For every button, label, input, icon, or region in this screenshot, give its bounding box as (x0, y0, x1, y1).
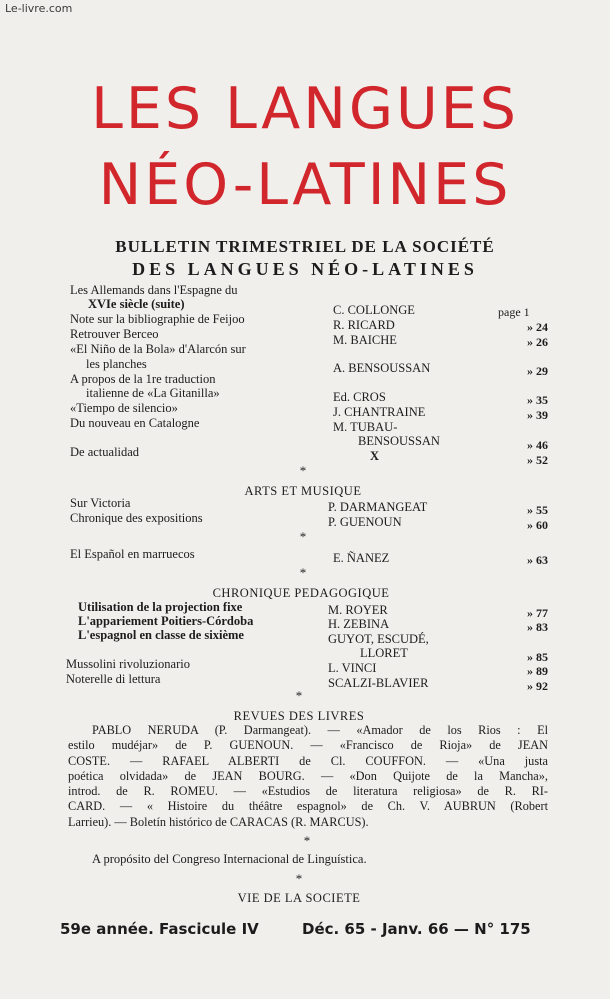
article-title: XVIe siècle (suite) (88, 297, 185, 311)
article-title: El Español en marruecos (70, 547, 195, 561)
article-title: Mussolini rivoluzionario (66, 657, 190, 671)
article-author: X (370, 449, 380, 463)
article-author: BENSOUSSAN (358, 434, 440, 448)
article-title: Du nouveau en Catalogne (70, 416, 200, 430)
page-label: page 1 (498, 305, 530, 319)
section-heading: VIE DE LA SOCIETE (237, 891, 361, 905)
subtitle-line-2: DES LANGUES NÉO-LATINES (132, 259, 478, 279)
separator-asterisk: * (299, 565, 307, 580)
reviews-paragraph (68, 723, 548, 830)
article-title: Chronique des expositions (70, 511, 203, 525)
page-number: » 89 (527, 664, 548, 678)
section-heading: REVUES DES LIVRES (233, 709, 365, 723)
separator-asterisk: * (295, 871, 303, 886)
page-number: » 85 (527, 650, 548, 664)
page-number: » 29 (527, 364, 548, 378)
page-number: » 46 (527, 438, 548, 452)
review-line: estilo mudéjar» de P. GUENOUN. — «Francisco de Rioja» de JEAN (68, 738, 548, 753)
article-author: C. COLLONGE (333, 303, 415, 317)
page-number: » 35 (527, 393, 548, 407)
article-title: L'espagnol en classe de sixième (78, 628, 244, 642)
footer-date: Déc. 65 - Janv. 66 — N° 175 (302, 920, 531, 938)
review-line: introd. de R. ROMEU. — «Estudios de literatura religiosa» de R. RI- (68, 784, 548, 799)
congreso-note: A propósito del Congreso Internacional de Linguística. (92, 852, 367, 866)
page-number: » 24 (527, 320, 548, 334)
page-number: » 26 (527, 335, 548, 349)
article-author: M. BAICHE (333, 333, 397, 347)
article-author: SCALZI-BLAVIER (328, 676, 429, 690)
article-author: L. VINCI (328, 661, 377, 675)
article-title: «El Niño de la Bola» d'Alarcón sur (70, 342, 246, 356)
separator-asterisk: * (295, 688, 303, 703)
article-author: E. ÑANEZ (333, 551, 390, 565)
watermark: Le-livre.com (5, 2, 73, 15)
article-author: M. ROYER (328, 603, 388, 617)
subtitle-line-1: BULLETIN TRIMESTRIEL DE LA SOCIÉTÉ (115, 237, 495, 256)
article-title: Note sur la bibliographie de Feijoo (70, 312, 245, 326)
separator-asterisk: * (299, 529, 307, 544)
article-author: Ed. CROS (333, 390, 386, 404)
article-title: les planches (86, 357, 147, 371)
article-author: LLORET (360, 646, 408, 660)
title-line-1: LES LANGUES (91, 76, 519, 142)
review-line: CARD. — « Histoire du théâtre espagnol» de Ch. V. AUBRUN (Robert (68, 799, 548, 814)
article-author: R. RICARD (333, 318, 395, 332)
review-line: poética olvidada» de JEAN BOURG. — «Don Quijote de la Mancha», (68, 768, 548, 783)
article-title: A propos de la 1re traduction (70, 372, 216, 386)
footer-issue: 59e année. Fascicule IV (60, 920, 259, 938)
page-number: » 92 (527, 679, 548, 693)
article-author: H. ZEBINA (328, 617, 390, 631)
article-title: De actualidad (70, 445, 140, 459)
article-author: GUYOT, ESCUDÉ, (328, 632, 429, 646)
article-title: Utilisation de la projection fixe (78, 600, 243, 614)
article-title: Noterelle di lettura (66, 672, 161, 686)
separator-asterisk: * (299, 463, 307, 478)
article-title: Retrouver Berceo (70, 327, 159, 341)
article-title: Les Allemands dans l'Espagne du (70, 283, 238, 297)
title-line-2: NÉO-LATINES (98, 152, 512, 218)
page-number: » 63 (527, 553, 548, 567)
article-author: A. BENSOUSSAN (333, 361, 431, 375)
article-title: «Tiempo de silencio» (70, 401, 178, 415)
article-author: J. CHANTRAINE (333, 405, 426, 419)
article-author: P. DARMANGEAT (328, 500, 428, 514)
page-number: » 52 (527, 453, 548, 467)
article-title: Sur Victoria (70, 496, 131, 510)
page-number: » 39 (527, 408, 548, 422)
article-title: L'appariement Poitiers-Córdoba (78, 614, 254, 628)
section-heading: ARTS ET MUSIQUE (244, 484, 362, 498)
page-number: » 55 (527, 503, 548, 517)
article-author: P. GUENOUN (328, 515, 402, 529)
article-title: italienne de «La Gitanilla» (86, 386, 220, 400)
separator-asterisk: * (303, 833, 311, 848)
article-author: M. TUBAU- (333, 420, 398, 434)
page-number: » 83 (527, 620, 548, 634)
review-line: PABLO NERUDA (P. Darmangeat). — «Amador de los Rios : El (92, 723, 548, 737)
page-number: » 77 (527, 606, 548, 620)
review-line: COSTE. — RAFAEL ALBERTI de Cl. COUFFON. — «Una justa (68, 753, 548, 768)
page-number: » 60 (527, 518, 548, 532)
section-heading: CHRONIQUE PEDAGOGIQUE (212, 586, 390, 600)
review-line: Larrieu). — Boletín histórico de CARACAS (R. MARCUS). (68, 814, 369, 829)
